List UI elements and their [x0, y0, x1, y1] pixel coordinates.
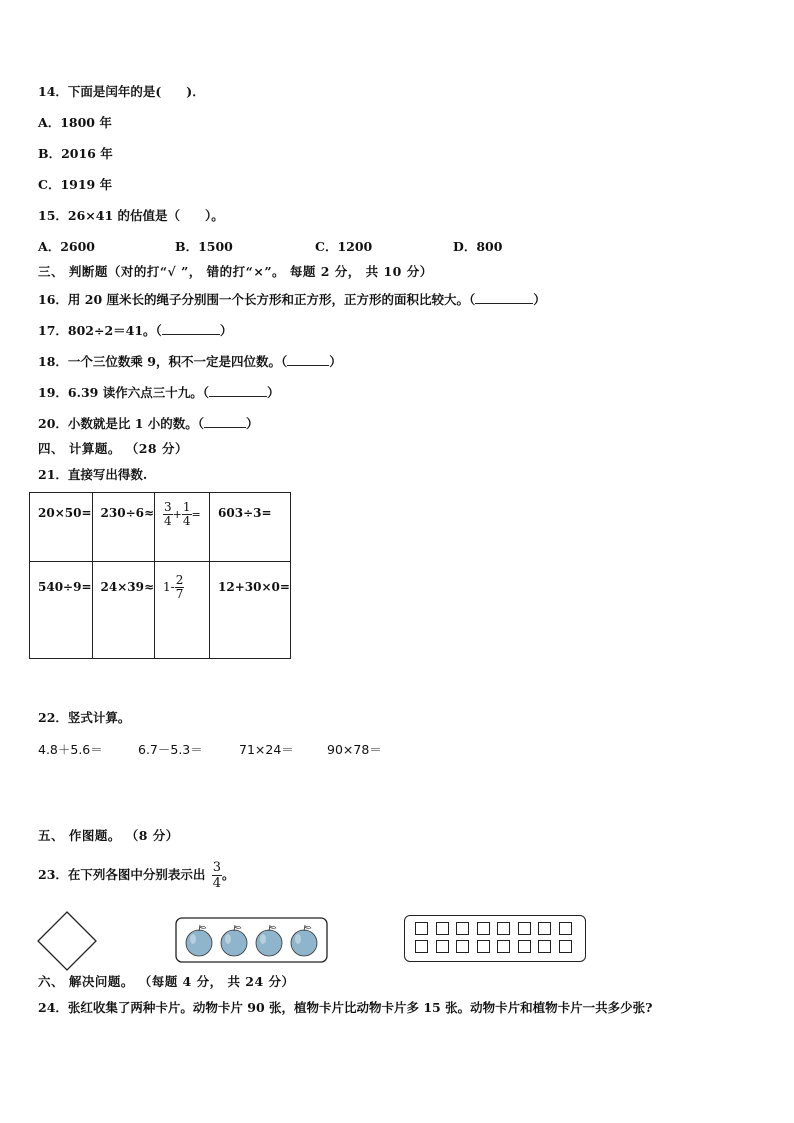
- vertical-calc-item: 4.8＋5.6＝: [38, 742, 103, 757]
- fraction-one-quarter: $\frac{1}{4}$: [182, 500, 191, 528]
- question-19: [38, 384, 279, 401]
- question-15-stem: 15．26×41 的估值是（ ）。: [38, 208, 224, 223]
- q16-close: ）: [533, 292, 546, 307]
- apple-icon: [221, 925, 247, 956]
- vertical-calc-item: 6.7－5.3＝: [138, 742, 203, 757]
- q15-option-c: C．1200: [315, 239, 373, 254]
- question-14-stem: 14．下面是闰年的是( )．: [38, 84, 205, 99]
- q20-text: 20．小数就是比 1 小的数。（: [38, 416, 205, 431]
- question-21-stem: 21．直接写出得数.: [38, 467, 148, 482]
- q16-answer-blank[interactable]: [475, 291, 533, 304]
- question-24: 24．张红收集了两种卡片。动物卡片 90 张，植物卡片比动物卡片多 15 张。动物卡片和植物卡片一共多少张?: [38, 1000, 653, 1015]
- q20-answer-blank[interactable]: [204, 415, 246, 428]
- question-17: [38, 322, 232, 339]
- q19-close: ）: [266, 385, 280, 400]
- question-22-stem: 22．竖式计算。: [38, 710, 131, 725]
- section-6-heading: 六、 解决问题。 （每题 4 分， 共 24 分）: [38, 974, 295, 989]
- grid-square[interactable]: [456, 940, 469, 953]
- grid-square[interactable]: [538, 922, 551, 935]
- q14-option-c: C．1919 年: [38, 177, 113, 192]
- question-16: [38, 291, 546, 308]
- grid-square[interactable]: [456, 922, 469, 935]
- calc-cell: 230÷6≈: [92, 493, 155, 562]
- grid-square[interactable]: [477, 922, 490, 935]
- section-4-heading: 四、 计算题。 （28 分）: [38, 441, 188, 456]
- grid-square[interactable]: [518, 922, 531, 935]
- apple-icon: [291, 925, 317, 956]
- q14-option-b: B．2016 年: [38, 146, 113, 161]
- question-18: [38, 353, 342, 370]
- q17-answer-blank[interactable]: [162, 322, 220, 335]
- q16-text: 16．用 20 厘米长的绳子分别围一个长方形和正方形，正方形的面积比较大。（: [38, 292, 476, 307]
- calc-cell-fraction-sum: $\frac{3}{4}$ + $\frac{1}{4}$ =: [155, 493, 210, 562]
- apple-icon: [256, 925, 282, 956]
- q18-close: ）: [329, 354, 342, 369]
- calc-cell: 20×50=: [30, 493, 93, 562]
- apple-group-box[interactable]: [175, 917, 328, 963]
- grid-square[interactable]: [497, 922, 510, 935]
- q15-option-b: B．1500: [175, 239, 233, 254]
- q23-stem: 23．在下列各图中分别表示出: [38, 867, 206, 882]
- calc-cell: 24×39≈: [92, 562, 155, 659]
- q15-option-a: A．2600: [38, 239, 95, 254]
- section-5-heading: 五、 作图题。 （8 分）: [38, 828, 179, 843]
- vertical-calc-item: 90×78＝: [327, 742, 382, 757]
- q19-answer-blank[interactable]: [209, 384, 267, 397]
- grid-square[interactable]: [436, 940, 449, 953]
- q15-option-d: D．800: [453, 239, 503, 254]
- q17-close: ）: [219, 323, 233, 338]
- section-3-heading: 三、 判断题（对的打“√ ”， 错的打“×”。 每题 2 分， 共 10 分）: [38, 264, 433, 279]
- fraction-three-quarters: $\frac{3}{4}$: [212, 860, 222, 891]
- fraction-two-sevenths: $\frac{2}{7}$: [175, 573, 184, 601]
- q17-text: 17．802÷2＝41。（: [38, 323, 162, 338]
- fraction-three-quarters: $\frac{3}{4}$: [164, 500, 172, 528]
- grid-square[interactable]: [436, 922, 449, 935]
- diamond-shape[interactable]: [36, 910, 98, 972]
- grid-square[interactable]: [559, 922, 572, 935]
- q20-close: ）: [246, 416, 259, 431]
- q14-option-a: A．1800 年: [38, 115, 112, 130]
- question-23: 23．在下列各图中分别表示出 $\frac{3}{4}$ 。: [38, 860, 235, 891]
- question-20: [38, 415, 259, 432]
- q18-answer-blank[interactable]: [287, 353, 329, 366]
- calc-cell-fraction-diff: 1- $\frac{2}{7}$: [155, 562, 210, 659]
- mental-math-table: [29, 492, 291, 659]
- calc-cell: 603÷3=: [210, 493, 291, 562]
- grid-square[interactable]: [559, 940, 572, 953]
- grid-square[interactable]: [518, 940, 531, 953]
- apple-icon: [186, 925, 212, 956]
- grid-square[interactable]: [415, 922, 428, 935]
- calc-cell: 12+30×0=: [210, 562, 291, 659]
- grid-square[interactable]: [415, 940, 428, 953]
- q19-text: 19．6.39 读作六点三十九。（: [38, 385, 209, 400]
- calc-cell: 540÷9=: [30, 562, 93, 659]
- grid-square[interactable]: [538, 940, 551, 953]
- vertical-calc-item: 71×24＝: [239, 742, 294, 757]
- q18-text: 18．一个三位数乘 9，积不一定是四位数。（: [38, 354, 288, 369]
- grid-square[interactable]: [477, 940, 490, 953]
- grid-square[interactable]: [497, 940, 510, 953]
